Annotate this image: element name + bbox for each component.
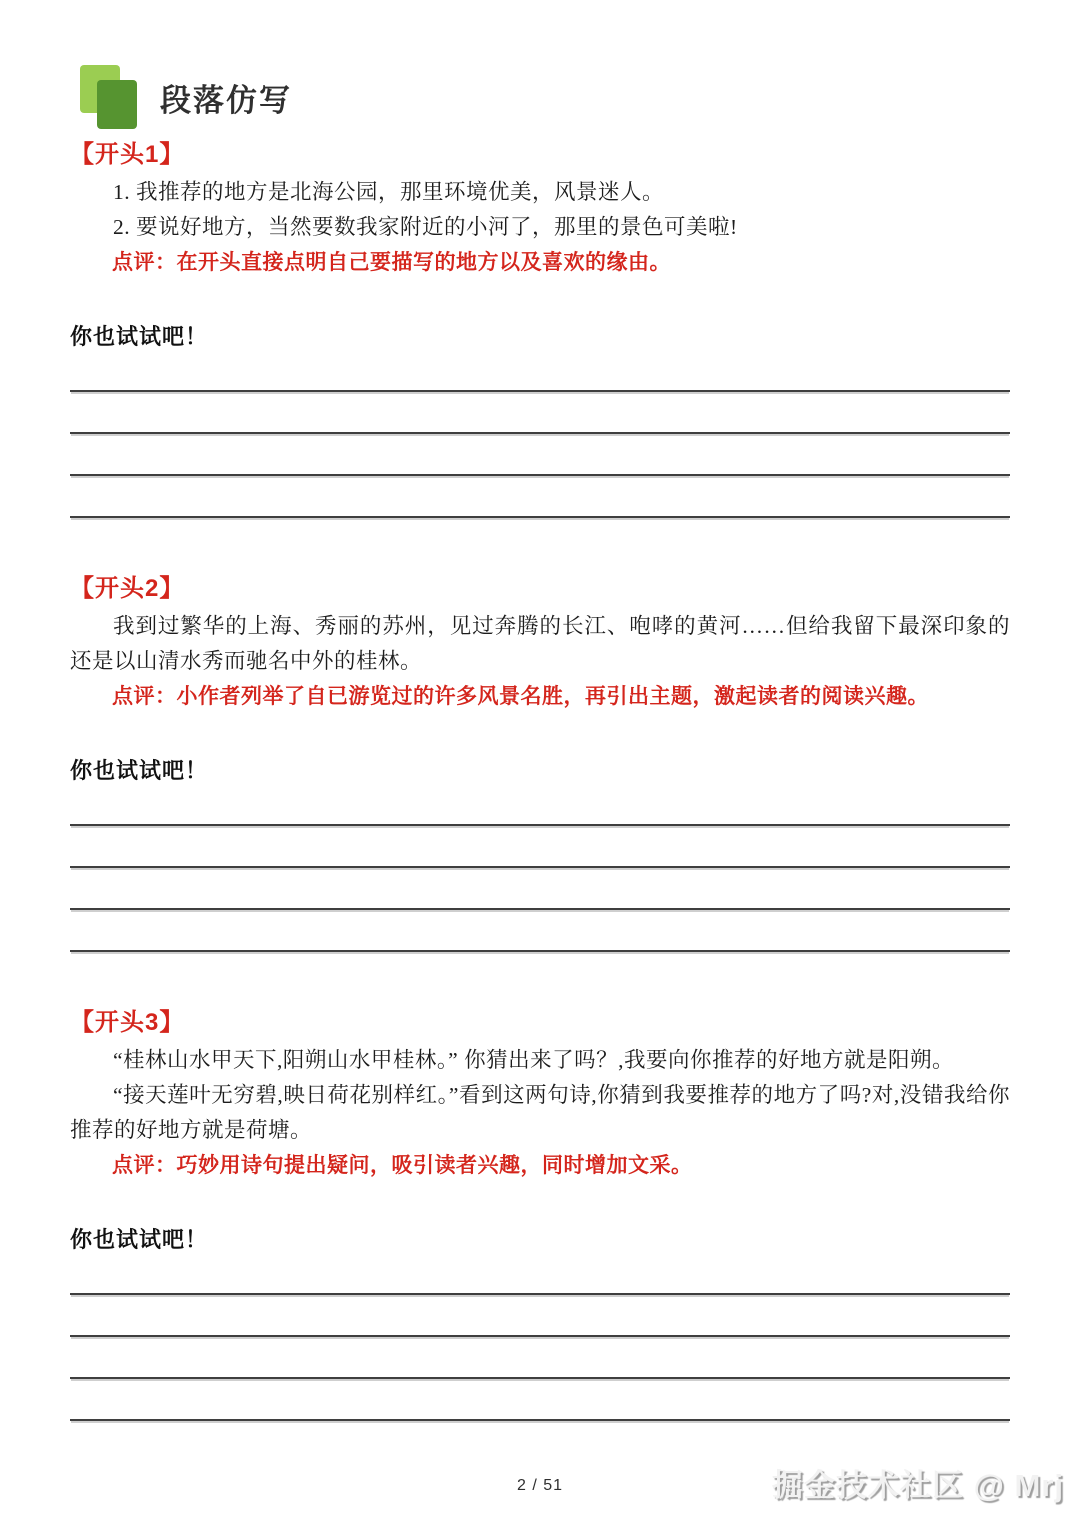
green-pages-icon: [80, 65, 140, 129]
teacher-comment: 点评：巧妙用诗句提出疑问，吸引读者兴趣，同时增加文采。: [112, 1154, 693, 1177]
writing-lines: [70, 784, 1010, 952]
writing-line: [70, 868, 1010, 910]
section-heading: 【开头3】: [70, 1009, 185, 1036]
page-number: 2 / 51: [516, 1477, 564, 1494]
example-sentence: 2. 要说好地方，当然要数我家附近的小河了，那里的景色可美啦!: [113, 215, 738, 239]
writing-line: [70, 476, 1010, 518]
section-opening-1: [70, 134, 1010, 518]
writing-lines: [70, 350, 1010, 518]
teacher-comment: 点评：在开头直接点明自己要描写的地方以及喜欢的缘由。: [112, 251, 671, 274]
example-sentence: “接天莲叶无穷碧,映日荷花别样红。”看到这两句诗,你猜到我要推荐的地方了吗?对,没错我给你推荐的好地方就是荷塘。: [70, 1083, 1010, 1142]
section-opening-2: [70, 568, 1010, 952]
example-sentence: “桂林山水甲天下,阳朔山水甲桂林。” 你猜出来了吗？,我要向你推荐的好地方就是阳朔。: [113, 1048, 954, 1072]
page-title: 段落仿写: [160, 82, 292, 118]
page-header: [80, 66, 1010, 128]
watermark: 掘金技术社区 @ Mrj: [772, 1468, 1064, 1503]
example-sentence: 我到过繁华的上海、秀丽的苏州，见过奔腾的长江、咆哮的黄河……但给我留下最深印象的还是以山清水秀而驰名中外的桂林。: [70, 614, 1010, 673]
section-heading: 【开头1】: [70, 141, 185, 168]
writing-line: [70, 350, 1010, 392]
writing-line: [70, 1295, 1010, 1337]
teacher-comment: 点评：小作者列举了自已游览过的许多风景名胜，再引出主题，激起读者的阅读兴趣。: [112, 685, 929, 708]
writing-line: [70, 1379, 1010, 1421]
try-prompt: 你也试试吧！: [70, 324, 209, 349]
writing-line: [70, 392, 1010, 434]
icon-front-square: [97, 80, 137, 129]
writing-lines: [70, 1253, 1010, 1421]
try-prompt: 你也试试吧！: [70, 758, 209, 783]
writing-line: [70, 826, 1010, 868]
writing-line: [70, 434, 1010, 476]
section-heading: 【开头2】: [70, 575, 185, 602]
writing-line: [70, 1253, 1010, 1295]
example-sentence: 1. 我推荐的地方是北海公园，那里环境优美，风景迷人。: [113, 180, 665, 204]
try-prompt: 你也试试吧！: [70, 1227, 209, 1252]
writing-line: [70, 910, 1010, 952]
section-opening-3: [70, 1002, 1010, 1421]
writing-line: [70, 784, 1010, 826]
writing-line: [70, 1337, 1010, 1379]
